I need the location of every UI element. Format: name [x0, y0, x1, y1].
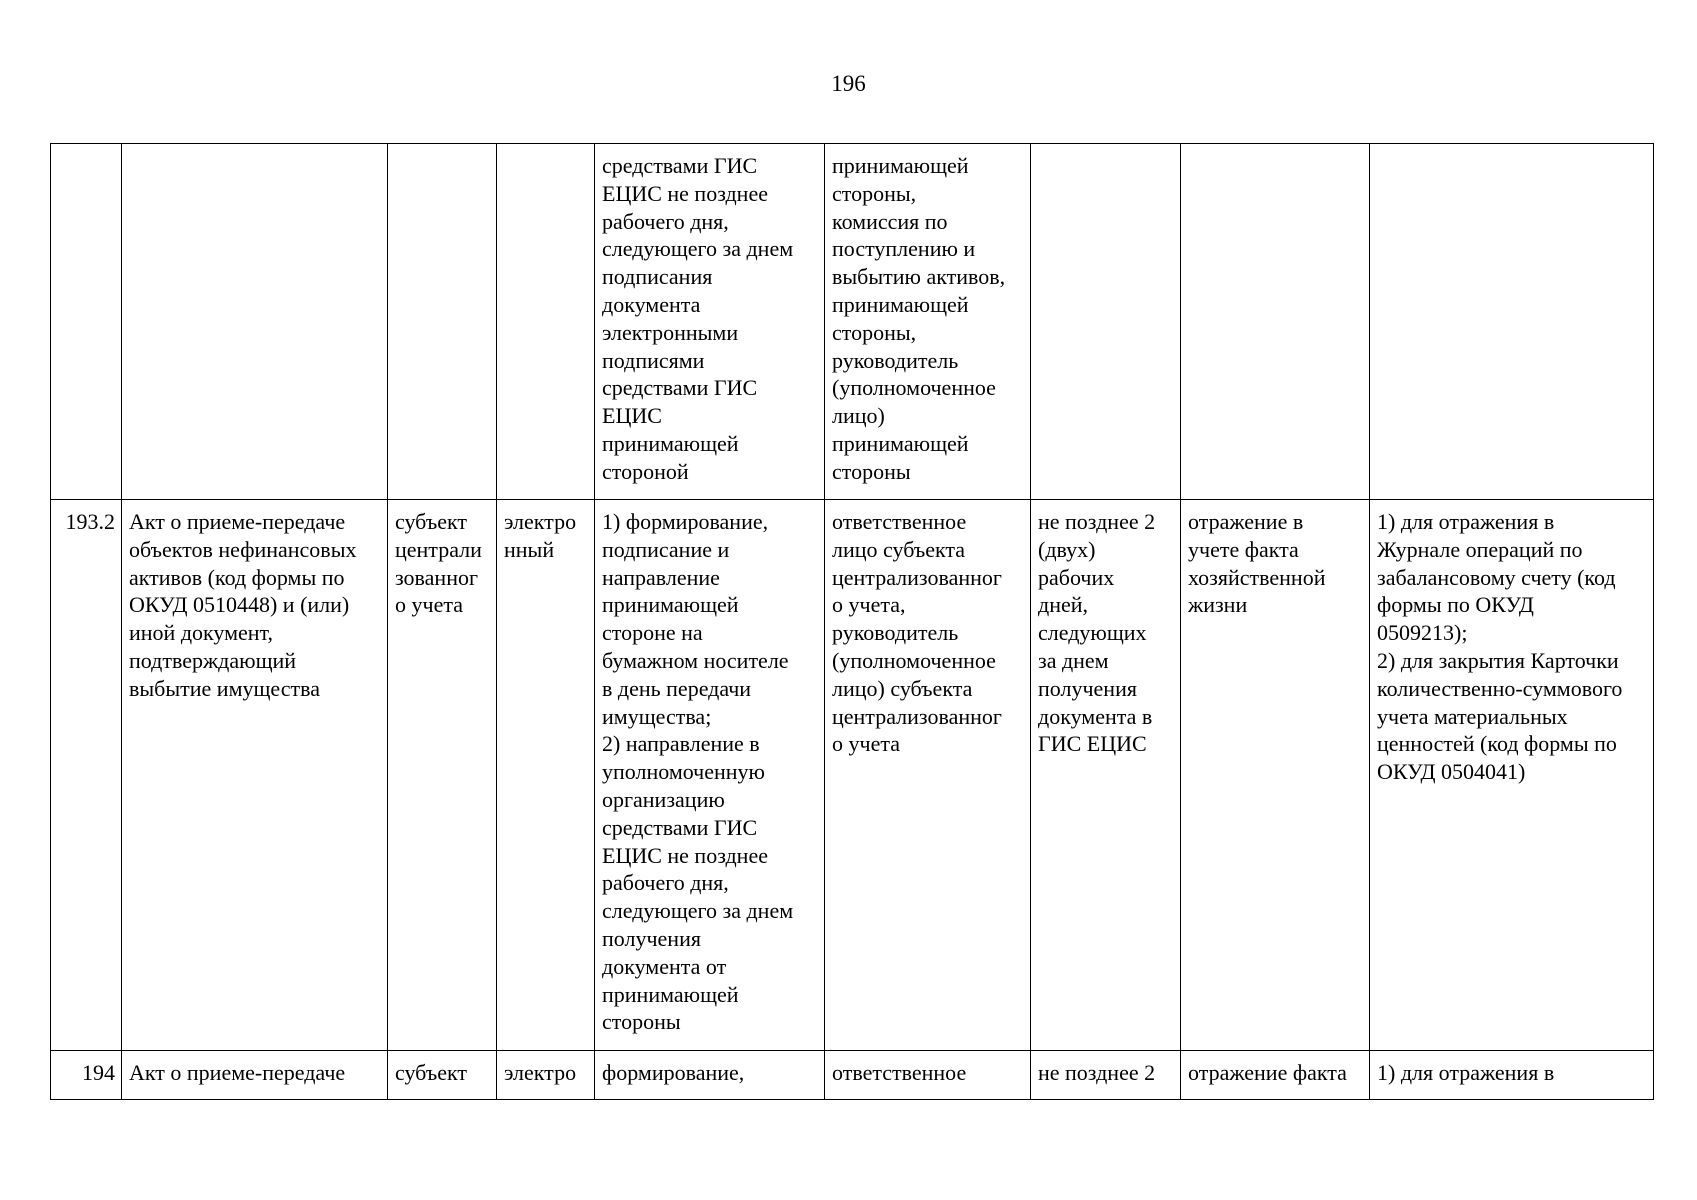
performer-cell: субъект централи зованног о учета	[388, 500, 497, 1051]
document-name-cell	[122, 144, 388, 500]
document-table	[50, 143, 1654, 1100]
purpose-cell: отражение в учете факта хозяйственной жизни	[1181, 500, 1370, 1051]
signer-cell: ответственное	[825, 1051, 1031, 1100]
table-row	[51, 1051, 1654, 1100]
registers-cell: 1) для отражения в	[1370, 1051, 1654, 1100]
purpose-cell: отражение факта	[1181, 1051, 1370, 1100]
procedure-cell: 1) формирование, подписание и направление принимающей стороне на бумажном носителе в день передачи имущества; 2) направление в уполномоченную организацию средствами ГИС ЕЦИС не позднее рабочего дня, следующего за днем получения документа от принимающей стороны	[595, 500, 825, 1051]
document-name-cell: Акт о приеме-передаче объектов нефинансовых активов (код формы по ОКУД 0510448) и (или) иной документ, подтверждающий выбытие имущества	[122, 500, 388, 1051]
row-number-cell: 193.2	[51, 500, 122, 1051]
row-number-cell	[51, 144, 122, 500]
form-cell: электро	[497, 1051, 595, 1100]
form-cell: электро нный	[497, 500, 595, 1051]
procedure-cell: средствами ГИС ЕЦИС не позднее рабочего дня, следующего за днем подписания документа электронными подписями средствами ГИС ЕЦИС принимающей стороной	[595, 144, 825, 500]
signer-cell: ответственное лицо субъекта централизованног о учета, руководитель (уполномоченное лицо) субъекта централизованног о учета	[825, 500, 1031, 1051]
signer-cell: принимающей стороны, комиссия по поступлению и выбытию активов, принимающей стороны, руководитель (уполномоченное лицо) принимающей стороны	[825, 144, 1031, 500]
page-number: 196	[831, 71, 866, 96]
performer-cell: субъект	[388, 1051, 497, 1100]
deadline-cell: не позднее 2	[1031, 1051, 1181, 1100]
table-row	[51, 500, 1654, 1051]
form-cell	[497, 144, 595, 500]
registers-cell: 1) для отражения в Журнале операций по забалансовому счету (код формы по ОКУД 0509213); 2) для закрытия Карточки количественно-суммового учета материальных ценностей (код формы по ОКУД 0504041)	[1370, 500, 1654, 1051]
purpose-cell	[1181, 144, 1370, 500]
registers-cell	[1370, 144, 1654, 500]
deadline-cell: не позднее 2 (двух) рабочих дней, следующих за днем получения документа в ГИС ЕЦИС	[1031, 500, 1181, 1051]
table-row	[51, 144, 1654, 500]
procedure-cell: формирование,	[595, 1051, 825, 1100]
deadline-cell	[1031, 144, 1181, 500]
performer-cell	[388, 144, 497, 500]
row-number-cell: 194	[51, 1051, 122, 1100]
document-name-cell: Акт о приеме-передаче	[122, 1051, 388, 1100]
